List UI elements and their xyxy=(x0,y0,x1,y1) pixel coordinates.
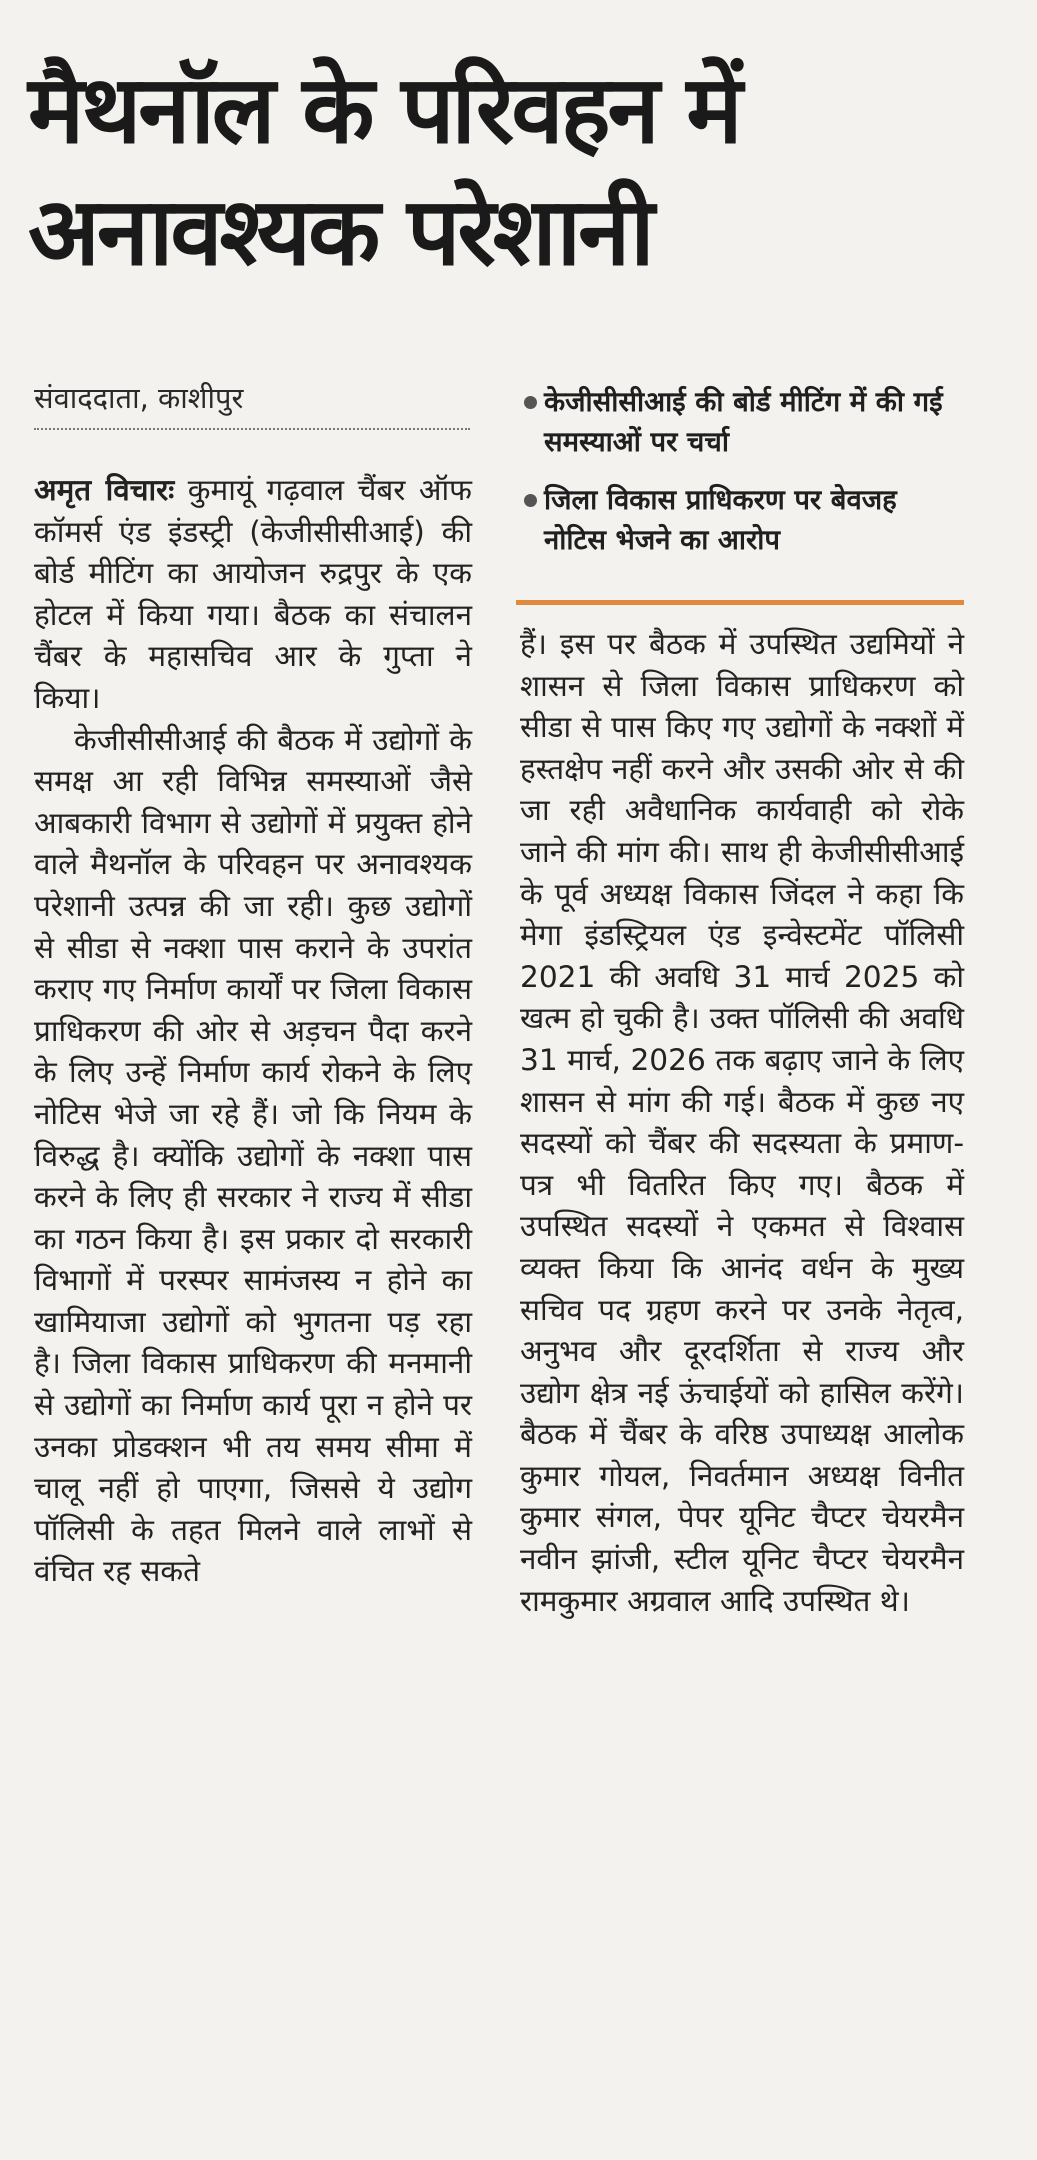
paragraph-text: कुमायूं गढ़वाल चैंबर ऑफ कॉमर्स एंड इंडस्ट्री (केजीसीसीआई) की बोर्ड मीटिंग का आयोजन रुद्रपुर के एक होटल में किया गया। बैठक का संचालन चैंबर के महासचिव आर के गुप्ता ने किया। xyxy=(34,473,472,715)
accent-divider xyxy=(516,600,964,605)
highlight-item xyxy=(522,382,962,462)
dateline: अमृत विचारः xyxy=(34,473,175,507)
highlights xyxy=(522,382,962,578)
article-paragraph: केजीसीसीआई की बैठक में उद्योगों के समक्ष आ रही विभिन्न समस्याओं जैसे आबकारी विभाग से उद्योगों में प्रयुक्त होने वाले मैथनॉल के परिवहन पर अनावश्यक परेशानी उत्पन्न की जा रही। कुछ उद्योगों से सीडा से नक्शा पास कराने के उपरांत कराए गए निर्माण कार्यों पर जिला विकास प्राधिकरण की ओर से अड़चन पैदा करने के लिए उन्हें निर्माण कार्य रोकने के लिए नोटिस भेजे जा रहे हैं। जो कि नियम के विरुद्ध है। क्योंकि उद्योगों के नक्शा पास करने के लिए ही सरकार ने राज्य में सीडा का गठन किया है। इस प्रकार दो सरकारी विभागों में परस्पर सामंजस्य न होने का खामियाजा उद्योगों को भुगतना पड़ रहा है। जिला विकास प्राधिकरण की मनमानी से उद्योगों का निर्माण कार्य पूरा न होने पर उनका प्रोडक्शन भी तय समय सीमा में चालू नहीं हो पाएगा, जिससे ये उद्योग पॉलिसी के तहत मिलने वाले लाभों से वंचित रह सकते xyxy=(34,722,472,1589)
headline-line-1: मैथनॉल के परिवहन में xyxy=(28,56,740,165)
article-column-right xyxy=(520,624,964,1622)
article-column-left xyxy=(34,470,472,1593)
headline-line-2: अनावश्यक परेशानी xyxy=(28,178,652,287)
bullet-icon xyxy=(524,494,537,507)
byline-divider xyxy=(34,428,470,430)
article-paragraph: हैं। इस पर बैठक में उपस्थित उद्यमियों ने शासन से जिला विकास प्राधिकरण को सीडा से पास किए गए उद्योगों के नक्शों में हस्तक्षेप नहीं करने और उसकी ओर से की जा रही अवैधानिक कार्यवाही को रोके जाने की मांग की। साथ ही केजीसीसीआई के पूर्व अध्यक्ष विकास जिंदल ने कहा कि मेगा इंडस्ट्रियल एंड इन्वेस्टमेंट पॉलिसी 2021 की अवधि 31 मार्च 2025 को खत्म हो चुकी है। उक्त पॉलिसी की अवधि 31 मार्च, 2026 तक बढ़ाए जाने के लिए शासन से मांग की गई। बैठक में कुछ नए सदस्यों को चैंबर की सदस्यता के प्रमाण-पत्र भी वितरित किए गए। बैठक में उपस्थित सदस्यों ने एकमत से विश्वास व्यक्त किया कि आनंद वर्धन के मुख्य सचिव पद ग्रहण करने पर उनके नेतृत्व, अनुभव और दूरदर्शिता से राज्य और उद्योग क्षेत्र नई ऊंचाईयों को हासिल करेंगे। बैठक में चैंबर के वरिष्ठ उपाध्यक्ष आलोक कुमार गोयल, निवर्तमान अध्यक्ष विनीत कुमार संगल, पेपर यूनिट चैप्टर चेयरमैन नवीन झांजी, स्टील यूनिट चैप्टर चेयरमैन रामकुमार अग्रवाल आदि उपस्थित थे। xyxy=(520,627,964,1618)
highlight-text: केजीसीसीआई की बोर्ड मीटिंग में की गई समस्याओं पर चर्चा xyxy=(544,386,943,458)
headline xyxy=(28,50,1018,294)
highlight-text: जिला विकास प्राधिकरण पर बेवजह नोटिस भेजने का आरोप xyxy=(544,484,897,556)
highlight-item xyxy=(522,480,962,560)
bullet-icon xyxy=(524,396,537,409)
byline: संवाददाता, काशीपुर xyxy=(34,381,244,415)
article-paragraph xyxy=(34,470,472,720)
